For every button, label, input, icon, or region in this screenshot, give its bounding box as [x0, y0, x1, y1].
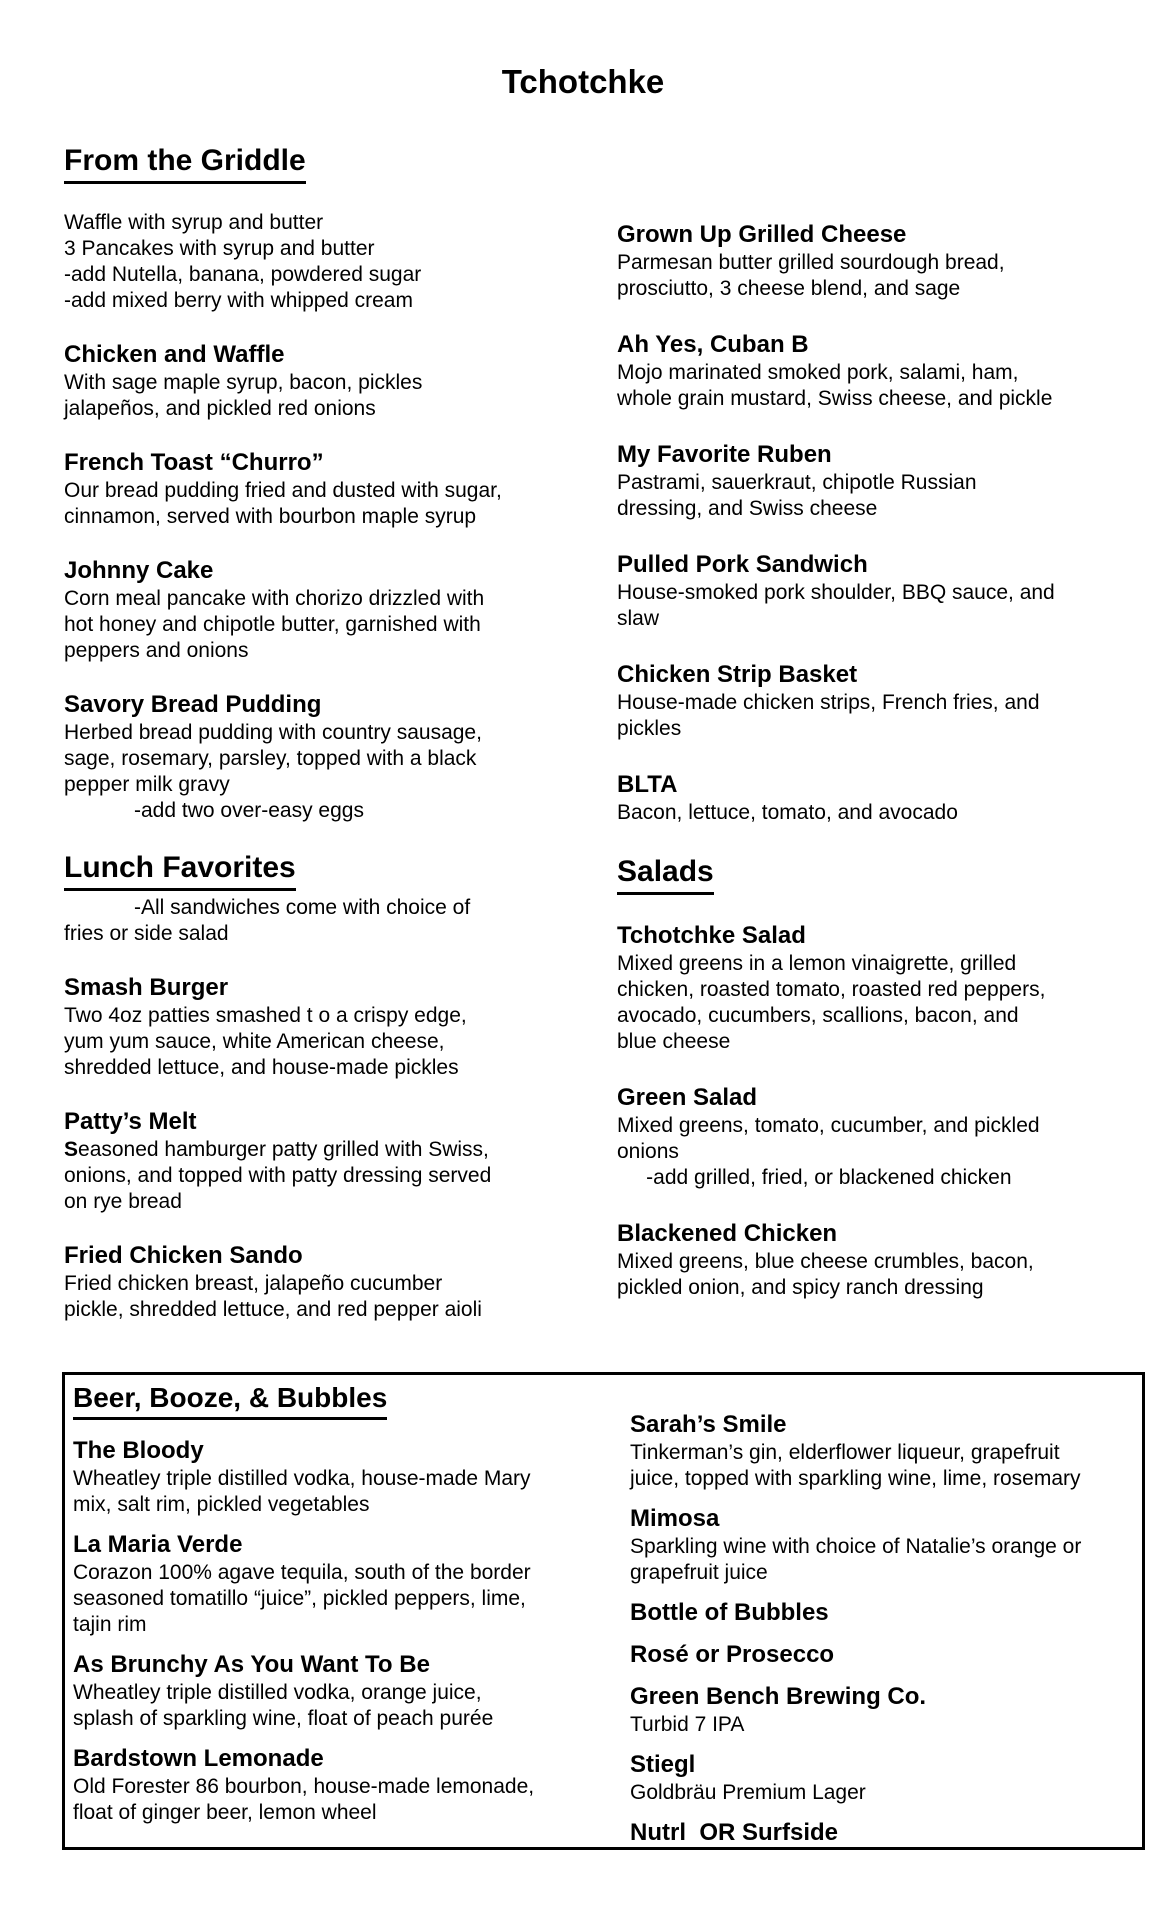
- item-name: Sarah’s Smile: [630, 1411, 787, 1438]
- item-desc-line: Turbid 7 IPA: [630, 1713, 745, 1736]
- menu-item-green-bench-brewing: [630, 1682, 1135, 1738]
- item-name: Mimosa: [630, 1505, 720, 1532]
- menu-item-sarahs-smile: [630, 1410, 1135, 1492]
- item-desc-line: pickle, shredded lettuce, and red pepper aioli: [64, 1298, 482, 1321]
- section-heading-beer-booze-bubbles: [73, 1381, 618, 1420]
- item-name: Patty’s Melt: [64, 1108, 197, 1135]
- item-desc-line: pepper milk gravy: [64, 773, 230, 796]
- menu-item-ah-yes-cuban-b: [617, 330, 1157, 412]
- item-name: Tchotchke Salad: [617, 922, 806, 949]
- item-desc-line: avocado, cucumbers, scallions, bacon, and: [617, 1004, 1019, 1027]
- item-desc-line: House-made chicken strips, French fries, and: [617, 691, 1040, 714]
- item-name: Stiegl: [630, 1751, 696, 1778]
- item-name: BLTA: [617, 771, 678, 798]
- item-desc-line: splash of sparkling wine, float of peach purée: [73, 1707, 494, 1730]
- item-desc-line: Waffle with syrup and butter: [64, 211, 324, 234]
- drinks-box: [62, 1372, 1145, 1850]
- item-desc-line: onions: [617, 1140, 679, 1163]
- item-desc-line: jalapeños, and pickled red onions: [64, 397, 376, 420]
- menu-item-mimosa: [630, 1504, 1135, 1586]
- drinks-right-column: [630, 1410, 1135, 1860]
- section-heading-underline: Salads: [617, 854, 714, 895]
- item-desc-line: Parmesan butter grilled sourdough bread,: [617, 251, 1005, 274]
- item-desc-line: Old Forester 86 bourbon, house-made lemonade,: [73, 1775, 535, 1798]
- item-desc-line: [64, 1137, 599, 1163]
- menu-item-the-bloody: [73, 1436, 618, 1518]
- section-heading-from-the-griddle: [64, 143, 599, 184]
- item-desc-line: shredded lettuce, and house-made pickles: [64, 1056, 459, 1079]
- menu-item-green-salad: [617, 1083, 1157, 1191]
- menu-item-grown-up-grilled-cheese: [617, 220, 1157, 302]
- item-desc-line: Pastrami, sauerkraut, chipotle Russian: [617, 471, 977, 494]
- item-desc-line: pickles: [617, 717, 682, 740]
- menu-item-johnny-cake: [64, 556, 599, 664]
- item-desc-line: grapefruit juice: [630, 1561, 768, 1584]
- item-desc-line: cinnamon, served with bourbon maple syrup: [64, 505, 477, 528]
- item-desc-line: Corazon 100% agave tequila, south of the border: [73, 1561, 531, 1584]
- item-name: Nutrl OR Surfside: [630, 1819, 839, 1846]
- section-heading-salads: [617, 854, 1157, 895]
- item-name: Rosé or Prosecco: [630, 1641, 835, 1668]
- item-name: As Brunchy As You Want To Be: [73, 1651, 430, 1678]
- menu-item-blta: [617, 770, 1157, 826]
- item-desc-line: juice, topped with sparkling wine, lime, rosemary: [630, 1467, 1081, 1490]
- menu-item-chicken-strip-basket: [617, 660, 1157, 742]
- item-desc-line: hot honey and chipotle butter, garnished with: [64, 613, 481, 636]
- item-name: Blackened Chicken: [617, 1220, 838, 1247]
- item-desc-line: prosciutto, 3 cheese blend, and sage: [617, 277, 961, 300]
- section-note-line: fries or side salad: [64, 922, 229, 945]
- item-desc-line: Wheatley triple distilled vodka, house-made Mary: [73, 1467, 531, 1490]
- menu-item-my-favorite-ruben: [617, 440, 1157, 522]
- item-desc-line: dressing, and Swiss cheese: [617, 497, 878, 520]
- item-desc-line: on rye bread: [64, 1190, 182, 1213]
- menu-item-as-brunchy-as-you-want-to-be: [73, 1650, 618, 1732]
- item-desc-line: Mixed greens, blue cheese crumbles, bacon,: [617, 1250, 1034, 1273]
- item-desc-line: Mixed greens in a lemon vinaigrette, grilled: [617, 952, 1017, 975]
- item-name: Savory Bread Pudding: [64, 691, 322, 718]
- section-heading-underline: From the Griddle: [64, 143, 306, 184]
- left-column: [64, 143, 599, 1349]
- item-name: The Bloody: [73, 1437, 204, 1464]
- item-desc-line: peppers and onions: [64, 639, 249, 662]
- menu-item-stiegl: [630, 1750, 1135, 1806]
- menu-item-pattys-melt: [64, 1107, 599, 1215]
- item-name: Pulled Pork Sandwich: [617, 551, 868, 578]
- section-heading-underline: Beer, Booze, & Bubbles: [73, 1381, 387, 1420]
- menu-item-french-toast-churro: [64, 448, 599, 530]
- menu-item-blackened-chicken: [617, 1219, 1157, 1301]
- item-desc-line: Wheatley triple distilled vodka, orange juice,: [73, 1681, 482, 1704]
- item-desc-line: Corn meal pancake with chorizo drizzled with: [64, 587, 485, 610]
- right-column: [617, 220, 1157, 1329]
- menu-item-tchotchke-salad: [617, 921, 1157, 1055]
- section-note: [64, 895, 599, 947]
- item-name: Green Salad: [617, 1084, 758, 1111]
- menu-item-smash-burger: [64, 973, 599, 1081]
- item-desc-line: chicken, roasted tomato, roasted red peppers,: [617, 978, 1046, 1001]
- drinks-left-column: [73, 1381, 618, 1838]
- menu-item-nutrl-or-surfside: [630, 1818, 1135, 1848]
- item-desc-line: Bacon, lettuce, tomato, and avocado: [617, 801, 958, 824]
- menu-item-griddle-intro: [64, 210, 599, 314]
- item-desc-line: onions, and topped with patty dressing served: [64, 1164, 492, 1187]
- item-desc-line: Fried chicken breast, jalapeño cucumber: [64, 1272, 443, 1295]
- item-desc-line: Two 4oz patties smashed t o a crispy edge,: [64, 1004, 467, 1027]
- item-name: Bottle of Bubbles: [630, 1599, 829, 1626]
- item-name: French Toast “Churro”: [64, 449, 324, 476]
- item-name: My Favorite Ruben: [617, 441, 832, 468]
- item-desc-line: sage, rosemary, parsley, topped with a black: [64, 747, 477, 770]
- item-desc-line: Sparkling wine with choice of Natalie’s orange or: [630, 1535, 1082, 1558]
- item-desc-line: slaw: [617, 607, 660, 630]
- item-desc-line: whole grain mustard, Swiss cheese, and pickle: [617, 387, 1053, 410]
- menu-item-bardstown-lemonade: [73, 1744, 618, 1826]
- menu-item-pulled-pork-sandwich: [617, 550, 1157, 632]
- item-desc-line: float of ginger beer, lemon wheel: [73, 1801, 377, 1824]
- section-heading-underline: Lunch Favorites: [64, 850, 296, 891]
- item-desc-line: -add Nutella, banana, powdered sugar: [64, 263, 422, 286]
- item-desc-line: Tinkerman’s gin, elderflower liqueur, grapefruit: [630, 1441, 1060, 1464]
- item-desc-line: -add mixed berry with whipped cream: [64, 289, 413, 312]
- item-name: Green Bench Brewing Co.: [630, 1683, 927, 1710]
- menu-item-savory-bread-pudding: [64, 690, 599, 824]
- item-desc-line: Our bread pudding fried and dusted with sugar,: [64, 479, 502, 502]
- bold-lead-letter: S: [64, 1138, 79, 1161]
- item-desc-line: Herbed bread pudding with country sausage,: [64, 721, 482, 744]
- item-name: Grown Up Grilled Cheese: [617, 221, 907, 248]
- item-name: Johnny Cake: [64, 557, 214, 584]
- item-name: Ah Yes, Cuban B: [617, 331, 809, 358]
- menu-item-bottle-of-bubbles: [630, 1598, 1135, 1628]
- item-addon-line: -add two over-easy eggs: [64, 799, 364, 822]
- item-desc-line: With sage maple syrup, bacon, pickles: [64, 371, 423, 394]
- item-desc-line: Mojo marinated smoked pork, salami, ham,: [617, 361, 1019, 384]
- section-heading-lunch-favorites: [64, 850, 599, 891]
- item-addon-line: -add grilled, fried, or blackened chicken: [617, 1166, 1012, 1189]
- restaurant-title: Tchotchke: [501, 63, 665, 100]
- menu-item-chicken-and-waffle: [64, 340, 599, 422]
- item-name: Fried Chicken Sando: [64, 1242, 303, 1269]
- item-desc-text: easoned hamburger patty grilled with Swiss,: [78, 1138, 489, 1161]
- item-desc-line: 3 Pancakes with syrup and butter: [64, 237, 375, 260]
- item-desc-line: tajin rim: [73, 1613, 147, 1636]
- item-name: La Maria Verde: [73, 1531, 243, 1558]
- item-name: Smash Burger: [64, 974, 229, 1001]
- item-name: Bardstown Lemonade: [73, 1745, 324, 1772]
- item-desc-line: yum yum sauce, white American cheese,: [64, 1030, 445, 1053]
- item-desc-line: mix, salt rim, pickled vegetables: [73, 1493, 370, 1516]
- section-note-line: -All sandwiches come with choice of: [64, 896, 471, 919]
- item-desc-line: Goldbräu Premium Lager: [630, 1781, 866, 1804]
- menu-item-fried-chicken-sando: [64, 1241, 599, 1323]
- item-desc-line: pickled onion, and spicy ranch dressing: [617, 1276, 984, 1299]
- menu-item-la-maria-verde: [73, 1530, 618, 1638]
- menu-item-rose-or-prosecco: [630, 1640, 1135, 1670]
- item-desc-line: Mixed greens, tomato, cucumber, and pickled: [617, 1114, 1040, 1137]
- item-desc-line: House-smoked pork shoulder, BBQ sauce, and: [617, 581, 1055, 604]
- item-name: Chicken Strip Basket: [617, 661, 858, 688]
- item-name: Chicken and Waffle: [64, 341, 285, 368]
- item-desc-line: seasoned tomatillo “juice”, pickled peppers, lime,: [73, 1587, 526, 1610]
- item-desc-line: blue cheese: [617, 1030, 731, 1053]
